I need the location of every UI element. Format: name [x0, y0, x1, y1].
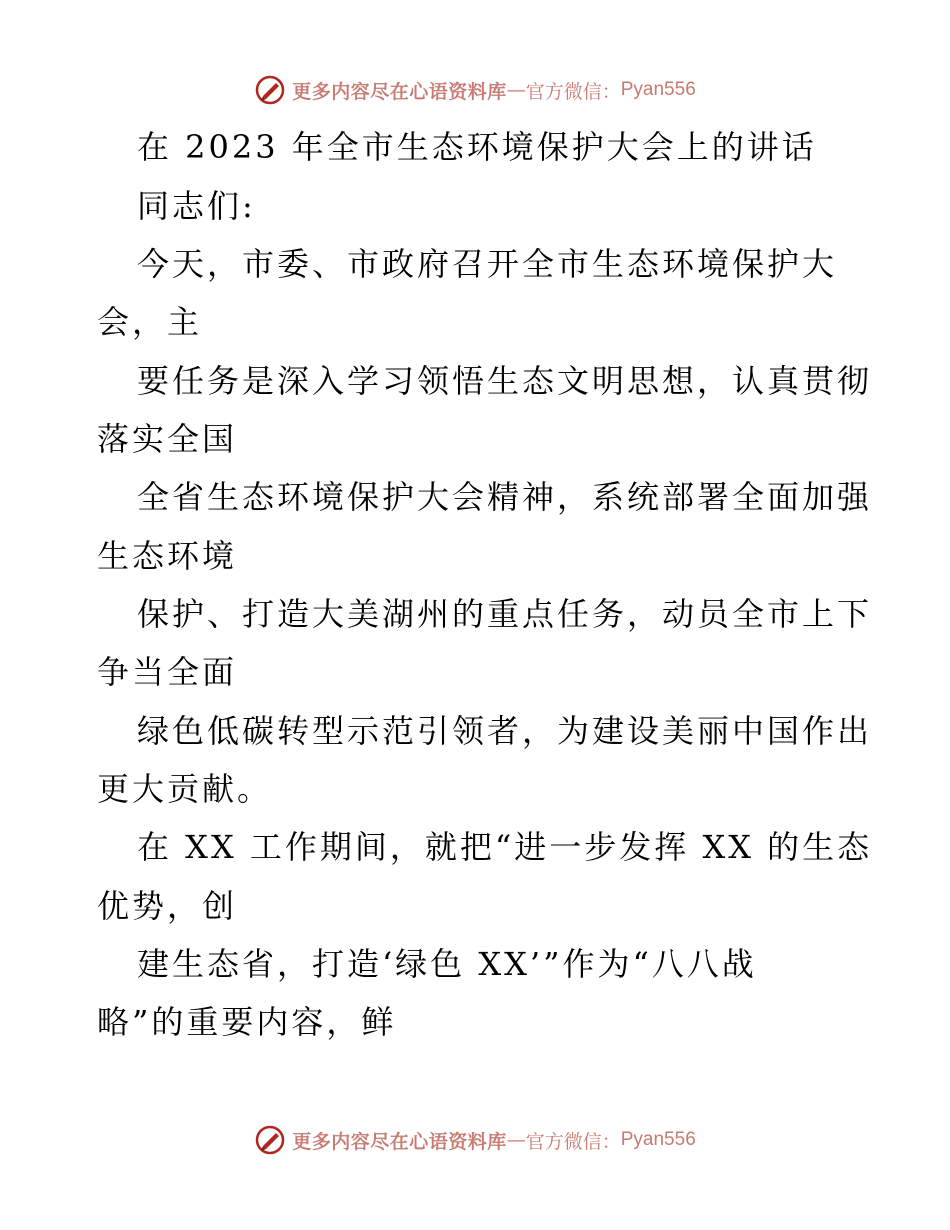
pen-logo-icon [254, 1124, 286, 1156]
header-wechat-id: Pyan556 [620, 79, 696, 100]
footer-site-name: 更多内容尽在心语资料库 [292, 1130, 507, 1153]
doc-line: 同志们: [137, 187, 256, 225]
doc-line: 会，主 [97, 303, 203, 341]
footer-wechat-label: 官方微信： [525, 1130, 621, 1153]
doc-line: 保护、打造大美湖州的重点任务，动员全市上下 [137, 595, 873, 633]
doc-title: 在 2023 年全市生态环境保护大会上的讲话 [137, 128, 817, 166]
header-wechat-label: 官方微信： [525, 80, 621, 103]
doc-line: 全省生态环境保护大会精神，系统部署全面加强 [137, 478, 873, 516]
doc-line: 优势，创 [97, 887, 238, 925]
footer-wechat-id: Pyan556 [620, 1129, 696, 1150]
footer-watermark [0, 1120, 950, 1160]
doc-line: 略”的重要内容，鲜 [97, 1003, 397, 1041]
doc-line: 争当全面 [97, 653, 238, 691]
doc-line: 今天，市委、市政府召开全市生态环境保护大 [137, 245, 838, 283]
header-site-name: 更多内容尽在心语资料库 [292, 80, 507, 103]
doc-line: 建生态省，打造‘绿色 XX’”作为“八八战 [137, 945, 757, 983]
doc-line: 在 XX 工作期间，就把“进一步发挥 XX 的生态 [137, 828, 873, 866]
header-watermark [0, 70, 950, 110]
doc-line: 更大贡献。 [97, 770, 273, 808]
pen-logo-icon [254, 74, 286, 106]
header-separator: — [506, 79, 526, 101]
doc-line: 落实全国 [97, 420, 238, 458]
doc-line: 生态环境 [97, 537, 238, 575]
doc-line: 绿色低碳转型示范引领者，为建设美丽中国作出 [137, 712, 873, 750]
footer-separator: — [506, 1129, 526, 1151]
doc-line: 要任务是深入学习领悟生态文明思想，认真贯彻 [137, 362, 873, 400]
